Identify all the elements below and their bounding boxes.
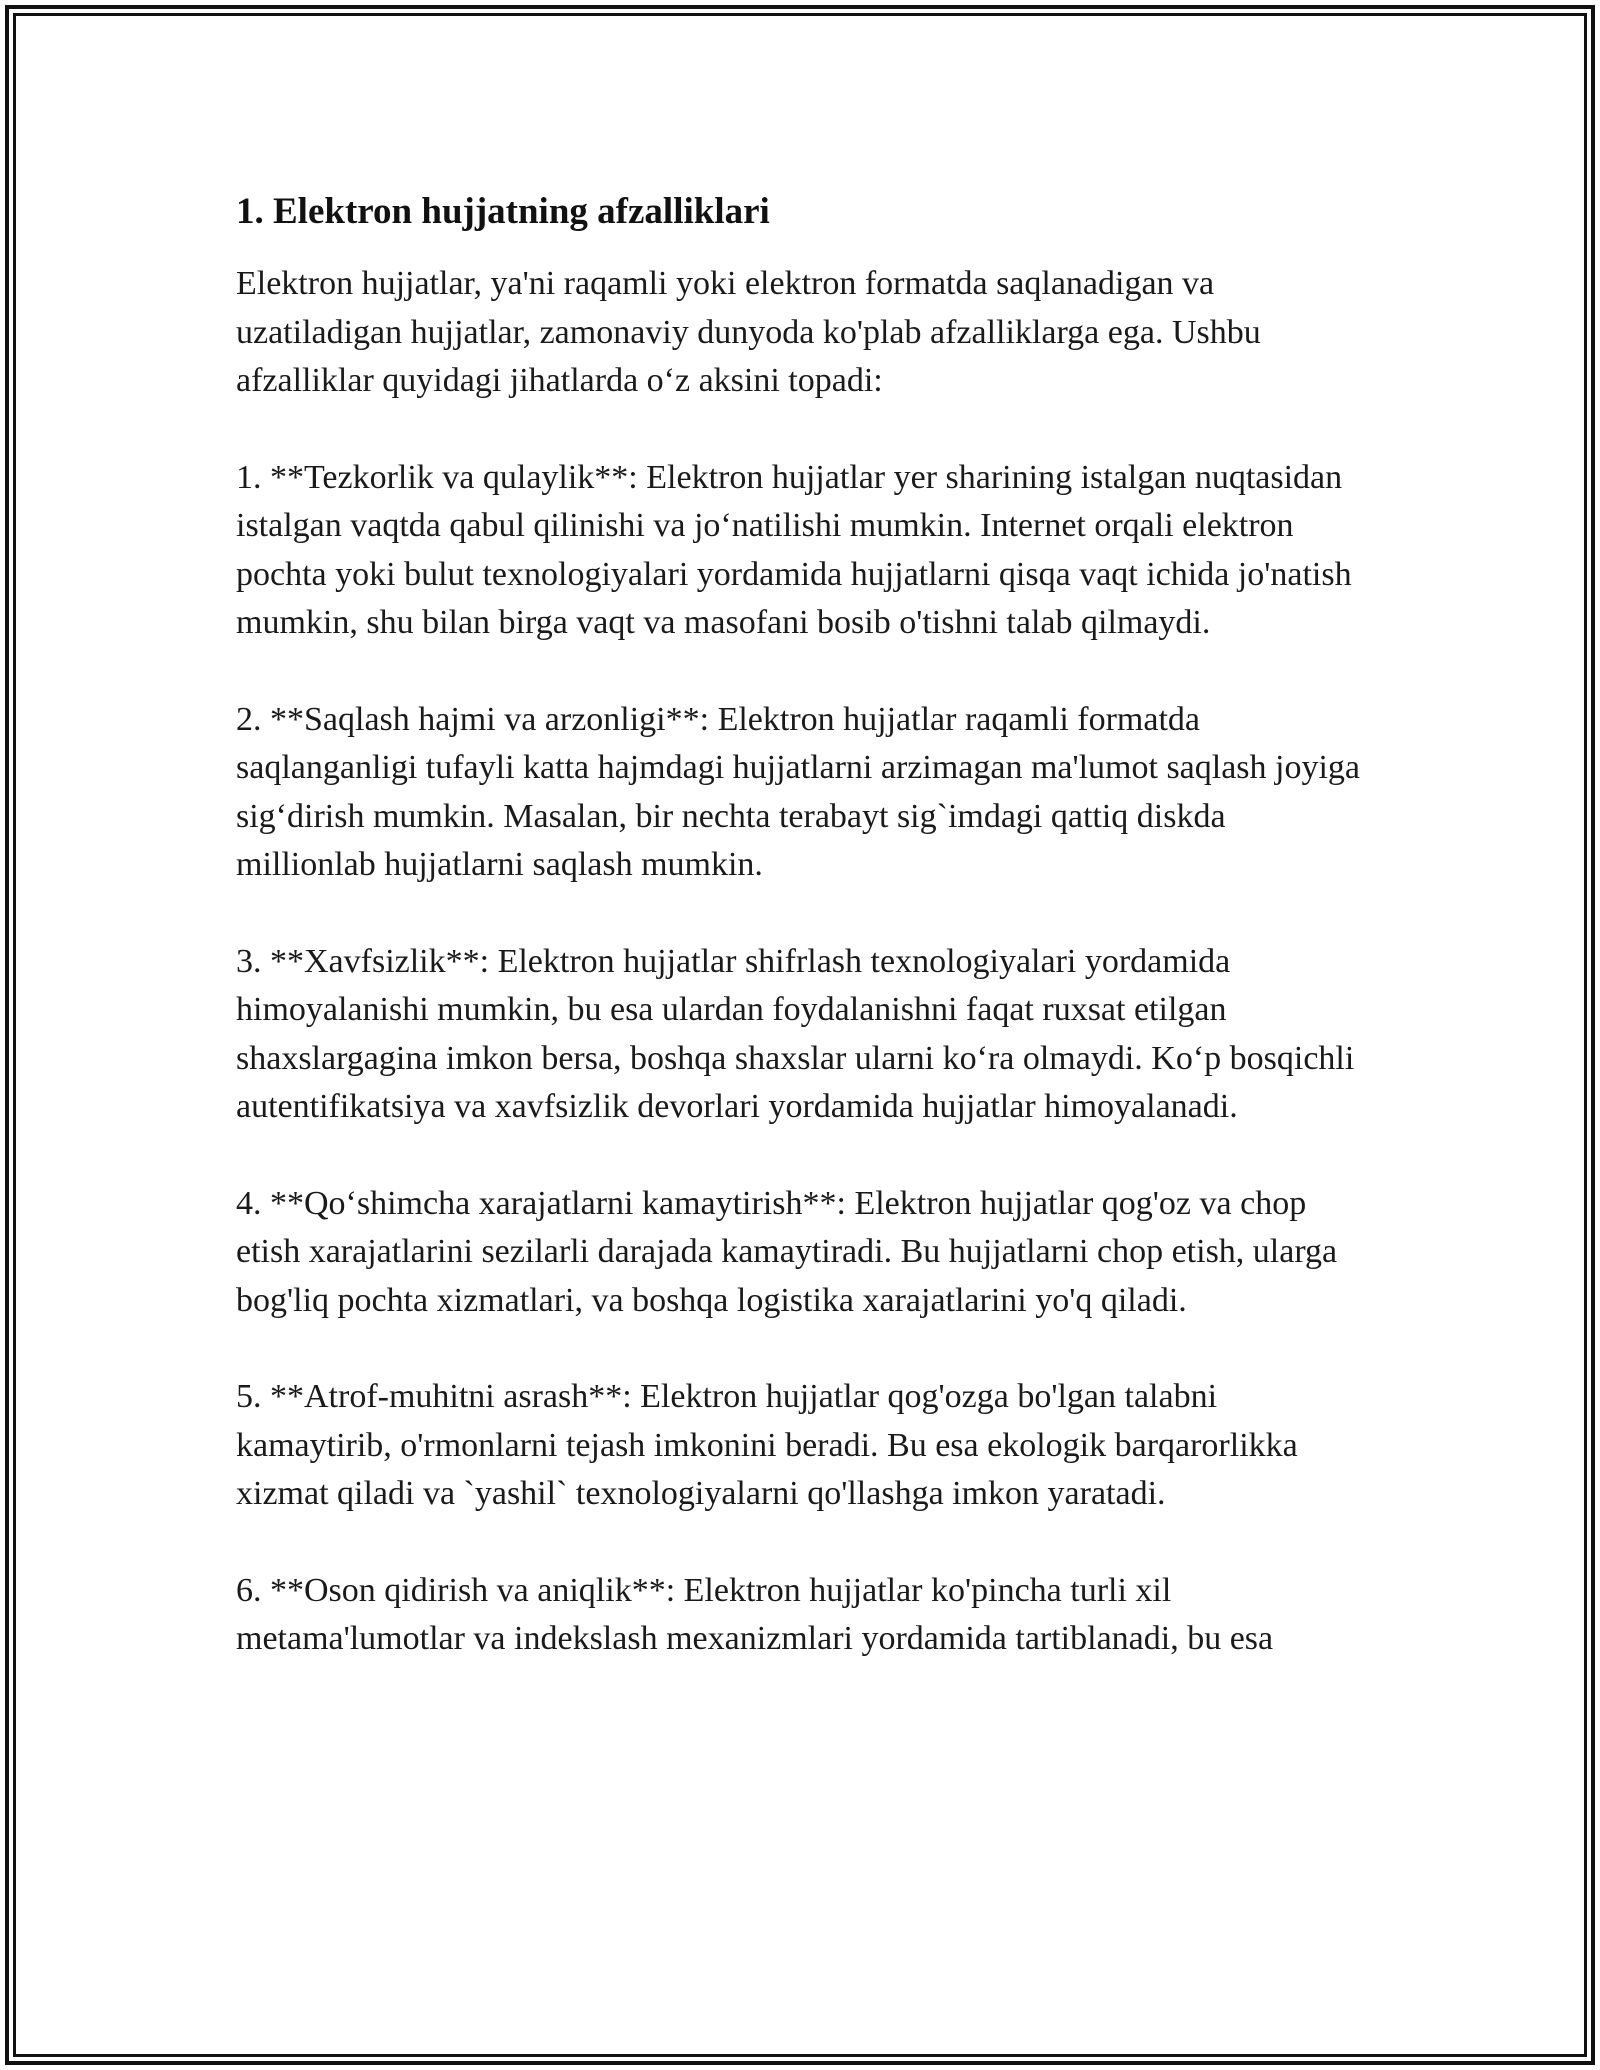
paragraph-speed-convenience: 1. **Tezkorlik va qulaylik**: Elektron hujjatlar yer sharining istalgan nuqtasidan istalgan vaqtda qabul qilinishi va jo‘natilishi mumkin. Internet orqali elektron pochta yoki bulut texnologiyalari yordamida hujjatlarni qisqa vaqt ichida jo'natish mumkin, shu bilan birga vaqt va masofani bosib o'tishni talab qilmaydi.	[236, 458, 1352, 641]
paragraph-cost-reduction: 4. **Qo‘shimcha xarajatlarni kamaytirish**: Elektron hujjatlar qog'oz va chop etish xarajatlarini sezilarli darajada kamaytiradi. Bu hujjatlarni chop etish, ularga bog'liq pochta xizmatlari, va boshqa logistika xarajatlarini yo'q qiladi.	[236, 1184, 1338, 1319]
paragraph-environment: 5. **Atrof-muhitni asrash**: Elektron hujjatlar qog'ozga bo'lgan talabni kamaytirib, o'rmonlarni tejash imkonini beradi. Bu esa ekologik barqarorlikka xizmat qiladi va `yashil` texnologiyalarni qo'llashga imkon yaratadi.	[236, 1378, 1298, 1512]
paragraph-easy-search: 6. **Oson qidirish va aniqlik**: Elektron hujjatlar ko'pincha turli xil metama'lumotlar va indekslash mexanizmlari yordamida tartiblanadi, bu esa	[236, 1571, 1274, 1657]
paragraph-storage-cost: 2. **Saqlash hajmi va arzonligi**: Elektron hujjatlar raqamli formatda saqlanganligi tufayli katta hajmdagi hujjatlarni arzimagan ma'lumot saqlash joyiga sig‘dirish mumkin. Masalan, bir nechta terabayt sig`imdagi qattiq diskda millionlab hujjatlarni saqlash mumkin.	[236, 700, 1361, 883]
intro-paragraph: Elektron hujjatlar, ya'ni raqamli yoki elektron formatda saqlanadigan va uzatiladigan hujjatlar, zamonaviy dunyoda ko'plab afzalliklarga ega. Ushbu afzalliklar quyidagi jihatlarda o‘z aksini topadi:	[236, 265, 1261, 399]
paragraph-security: 3. **Xavfsizlik**: Elektron hujjatlar shifrlash texnologiyalari yordamida himoyalanishi mumkin, bu esa ulardan foydalanishni faqat ruxsat etilgan shaxslargagina imkon bersa, boshqa shaxslar ularni ko‘ra olmaydi. Ko‘p bosqichli autentifikatsiya va xavfsizlik devorlari yordamida hujjatlar himoyalanadi.	[236, 942, 1355, 1125]
section-heading: 1. Elektron hujjatning afzalliklari	[236, 191, 770, 232]
document-body	[236, 186, 1366, 1712]
